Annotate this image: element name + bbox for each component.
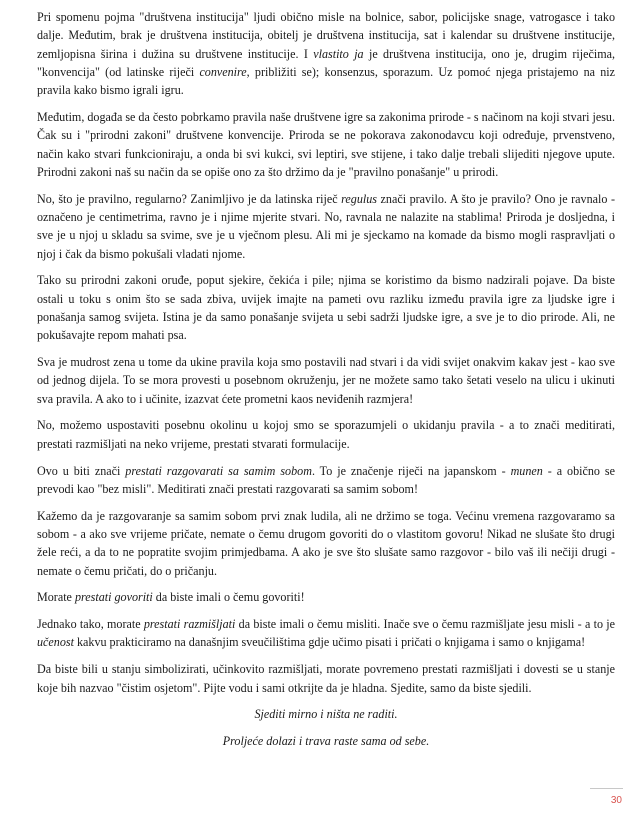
text-run: kakvu prakticiramo na današnjim sveučilištima gdje učimo pisati i pričati o knjigama i samo o knjigama! — [73, 635, 586, 650]
paragraph — [37, 588, 615, 606]
text-run: Morate — [37, 590, 75, 605]
paragraph — [37, 8, 615, 99]
text-run: znači pravilo. A što je pravilo? Ono je ravnalo - označeno je centimetrima, ravno je i njime mjerite stvari. No, ravnala ne nalazite na stablima! Priroda je dosljedna, i sve je u njoj u skladu sa svime, sve je u vječnom plesu. Ali mi je sjeckamo na komade da bismo mogli raspravljati o njoj i čak da bismo pokušali vladati njome. — [37, 191, 615, 261]
italic-text-run: convenire — [199, 64, 247, 79]
paragraph — [37, 462, 615, 499]
document-page — [37, 8, 615, 758]
text-run: je društvena institucija, ono je, drugim riječima, "konvencija" (od latinske riječi — [37, 46, 615, 79]
body-text — [37, 8, 615, 697]
italic-text-run: munen — [510, 463, 543, 478]
paragraph — [37, 353, 615, 408]
text-run: Sva je mudrost zena u tome da ukine pravila koja smo postavili nad stvari i da vidi svijet onakvim kakav jest - kao sve od jednog dijela. To se mora provesti u posebnom okruženju, jer ne možete samo tako šetati veselo na ulicu i ukinuti sva pravila. A ako to i učinite, izazvat ćete prometni kaos neviđenih razmjera! — [37, 355, 615, 406]
italic-text-run: učenost — [37, 635, 74, 650]
paragraph — [37, 271, 615, 344]
paragraph — [37, 507, 615, 580]
text-run: Tako su prirodni zakoni oruđe, poput sjekire, čekića i pile; njima se koristimo da bismo nadzirali pojave. Da biste ostali u toku s onim što se sada zbiva, uvijek imajte na pameti ovu razliku između pravila igre za ljudske igre i ponašanja samog svijeta. Istina je da samo ponašanje svijeta u sebi sadrži ljudske igre, a sve je to dio prirode. Ali, ne pokušavajte repom mahati psa. — [37, 273, 615, 343]
italic-text-run: prestati razmišljati — [143, 617, 236, 632]
text-run: Međutim, događa se da često pobrkamo pravila naše društvene igre sa zakonima prirode - s načinom na koji stvari jesu. Čak su i "prirodni zakoni" društvene konvencije. Priroda se ne pokorava zakonodavcu koji određuje, prvenstveno, način kako stvari funkcioniraju, a onda bi svi kukci, svi leptiri, sve stijene, i tako dalje trebali slijediti njegove upute. Prirodni zakoni naš su način da se opiše ono za što držimo da je "pravilno ponašanje" u prirodi. — [37, 109, 615, 179]
paragraph — [37, 108, 615, 181]
text-run: Jednako tako, morate — [37, 617, 144, 632]
text-run: No, što je pravilno, regularno? Zanimljivo je da latinska riječ — [37, 191, 342, 206]
text-run: - a obično se prevodi kao "bez misli". Meditirati znači prestati razgovarati sa samim sobom! — [37, 463, 615, 496]
text-run: da biste imali o čemu govoriti! — [152, 590, 305, 605]
closing-quote-line: Proljeće dolazi i trava raste sama od sebe. — [222, 733, 430, 748]
italic-text-run: vlastito ja — [313, 46, 364, 61]
footer-divider — [590, 788, 623, 789]
closing-quote-line: Sjediti mirno i ništa ne raditi. — [254, 707, 398, 722]
text-run: da biste imali o čemu misliti. Inače sve o čemu razmišljate jesu misli - a to je — [235, 617, 615, 632]
text-run: Ovo u biti znači — [37, 463, 126, 478]
text-run: Kažemo da je razgovaranje sa samim sobom prvi znak ludila, ali ne držimo se toga. Većinu vremena razgovaramo sa sobom - a ako sve vrijeme pričate, nemate o čemu drugom govoriti do o vlastitom govoru! Nikad ne slušate što drugi žele reći, a da to ne popratite svojim primjedbama. A ako je sve što slušate samo razgovor - bilo vaš ili nečiji drugi - nemate o čemu pričati, do o pričanju. — [37, 508, 615, 578]
paragraph — [37, 660, 615, 697]
text-run: Pri spomenu pojma "društvena institucija" ljudi obično misle na bolnice, sabor, policijske snage, vatrogasce i tako dalje. Međutim, brak je društvena institucija, obitelj je društvena institucija, sat i kalendar su društvene institucije, zemljopisna širina i dužina su društvene institucije. I — [37, 10, 615, 61]
italic-text-run: prestati razgovarati sa samim sobom — [125, 463, 312, 478]
text-run: No, možemo uspostaviti posebnu okolinu u kojoj smo se sporazumjeli o ukidanju pravila - a to znači meditirati, prestati razmišljati na neko vrijeme, prestati stvarati formulacije. — [37, 418, 615, 451]
italic-text-run: regulus — [341, 191, 377, 206]
text-run: Da biste bili u stanju simbolizirati, učinkovito razmišljati, morate povremeno prestati razmišljati i dovesti se u stanje koje bih nazvao "čistim osjetom". Pijte vodu i sami otkrijte da je hladna. Sjedite, samo da biste sjedili. — [37, 662, 615, 695]
paragraph — [37, 615, 615, 652]
italic-text-run: prestati govoriti — [74, 590, 153, 605]
page-number: 30 — [610, 795, 622, 806]
paragraph — [37, 416, 615, 453]
text-run: , približiti se); konsenzus, sporazum. Uz pomoć njega pristajemo na niz pravila kako bismo igrali igru. — [37, 64, 615, 98]
text-run: . To je značenje riječi na japanskom - — [311, 463, 511, 478]
paragraph — [37, 190, 615, 263]
